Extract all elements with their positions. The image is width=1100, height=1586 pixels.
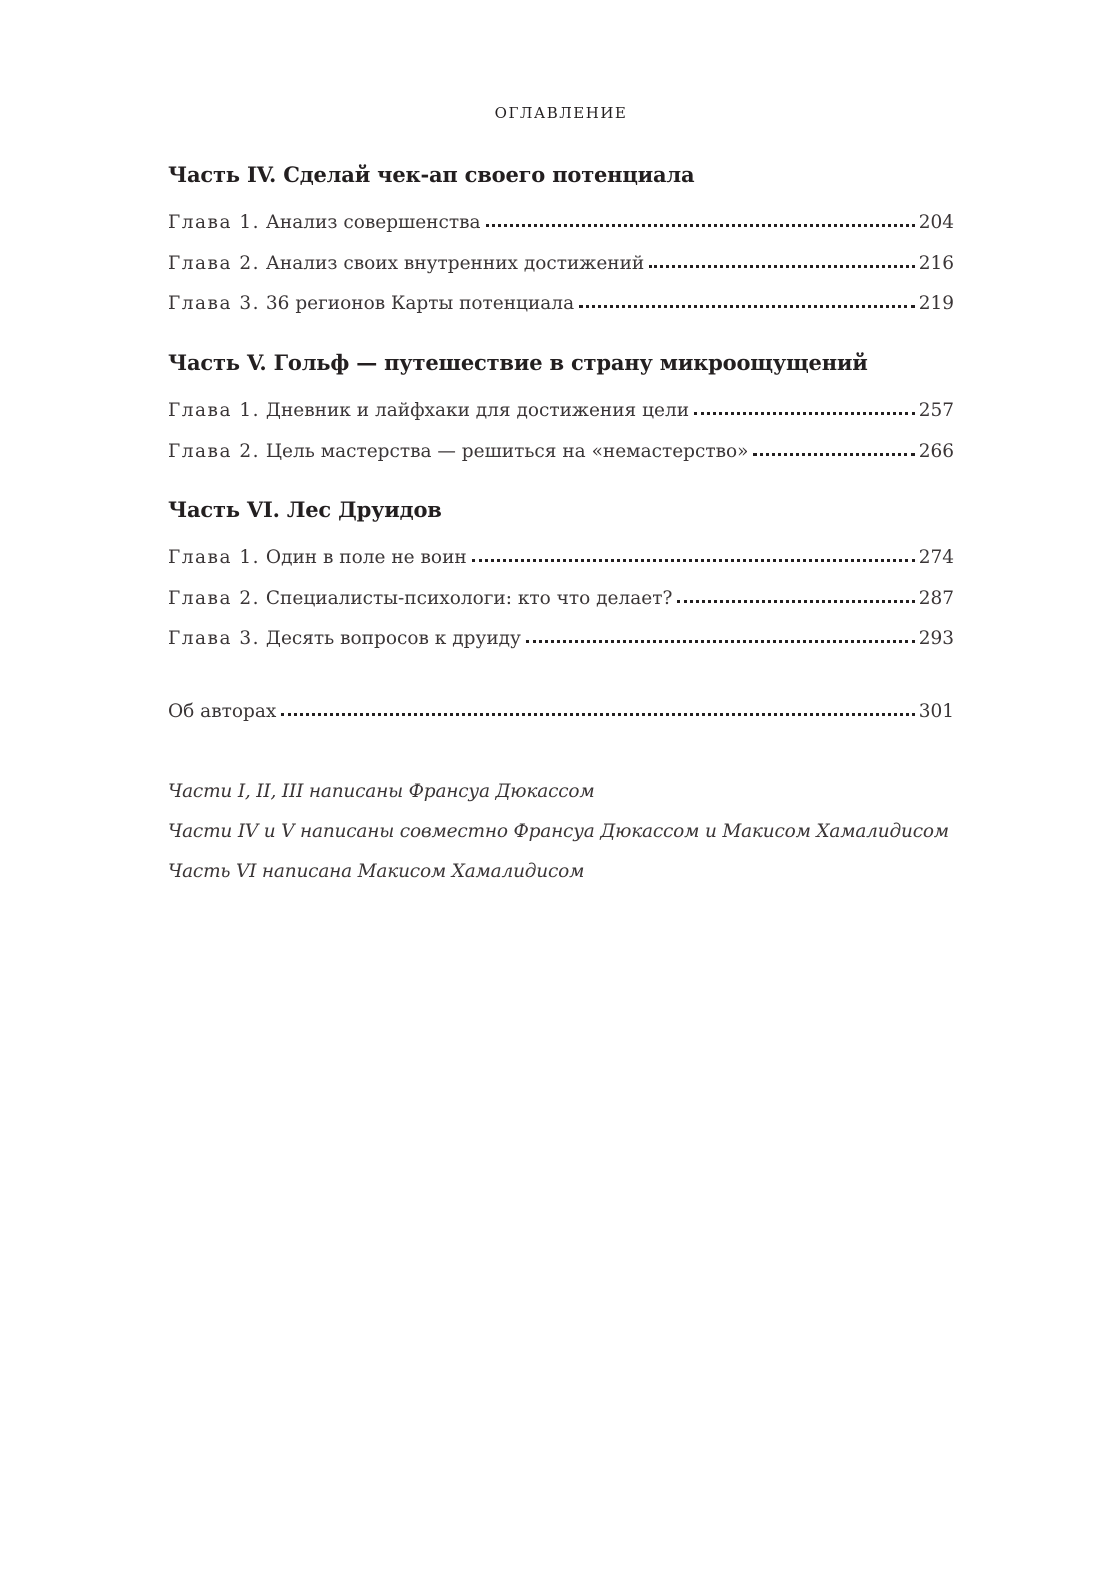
page-number: 204 [918, 212, 954, 233]
chapter-title: 36 регионов Карты потенциала [265, 293, 575, 314]
page-number: 301 [918, 701, 954, 722]
chapter-prefix: Глава 1. [168, 400, 261, 421]
authorship-note: Части I, II, III написаны Франсуа Дюкассом [168, 781, 595, 802]
dot-leader [281, 709, 914, 716]
page-number: 257 [918, 400, 954, 421]
page-number: 219 [918, 293, 954, 314]
running-head: ОГЛАВЛЕНИЕ [494, 104, 628, 122]
page-number: 287 [918, 588, 954, 609]
toc-entry[interactable] [168, 293, 954, 314]
chapter-title: Специалисты-психологи: кто что делает? [265, 588, 673, 609]
chapter-title: Анализ своих внутренних достижений [265, 253, 645, 274]
toc-entry[interactable] [168, 588, 954, 609]
dot-leader [486, 220, 915, 227]
authorship-note: Части IV и V написаны совместно Франсуа Дюкассом и Макисом Хамалидисом [168, 821, 949, 842]
dot-leader [753, 449, 914, 456]
toc-entry[interactable] [168, 400, 954, 421]
authorship-note: Часть VI написана Макисом Хамалидисом [168, 861, 585, 882]
dot-leader [579, 301, 915, 308]
dot-leader [694, 408, 915, 415]
dot-leader [472, 555, 915, 562]
chapter-prefix: Глава 1. [168, 547, 261, 568]
toc-entry[interactable] [168, 212, 954, 233]
dot-leader [526, 636, 915, 643]
toc-entry[interactable] [168, 628, 954, 649]
toc-entry[interactable] [168, 547, 954, 568]
chapter-prefix: Глава 2. [168, 253, 261, 274]
chapter-prefix: Глава 2. [168, 588, 261, 609]
chapter-title: Дневник и лайфхаки для достижения цели [265, 400, 690, 421]
chapter-prefix: Глава 2. [168, 441, 261, 462]
part-title-v: Часть V. Гольф — путешествие в страну микроощущений [168, 350, 868, 375]
chapter-title: Один в поле не воин [265, 547, 467, 568]
chapter-title: Десять вопросов к друиду [265, 628, 521, 649]
dot-leader [649, 261, 914, 268]
chapter-title: Цель мастерства — решиться на «немастерство» [265, 441, 749, 462]
chapter-title: Анализ совершенства [265, 212, 481, 233]
part-title-vi: Часть VI. Лес Друидов [168, 497, 442, 522]
page-number: 266 [918, 441, 954, 462]
about-authors-label: Об авторах [168, 701, 277, 722]
chapter-prefix: Глава 1. [168, 212, 261, 233]
chapter-prefix: Глава 3. [168, 293, 261, 314]
part-title-iv: Часть IV. Сделай чек-ап своего потенциала [168, 162, 695, 187]
page-number: 216 [918, 253, 954, 274]
dot-leader [677, 596, 914, 603]
page-number: 274 [918, 547, 954, 568]
chapter-prefix: Глава 3. [168, 628, 261, 649]
page-number: 293 [918, 628, 954, 649]
toc-entry[interactable] [168, 441, 954, 462]
toc-entry[interactable] [168, 253, 954, 274]
toc-entry-about-authors[interactable] [168, 701, 954, 722]
